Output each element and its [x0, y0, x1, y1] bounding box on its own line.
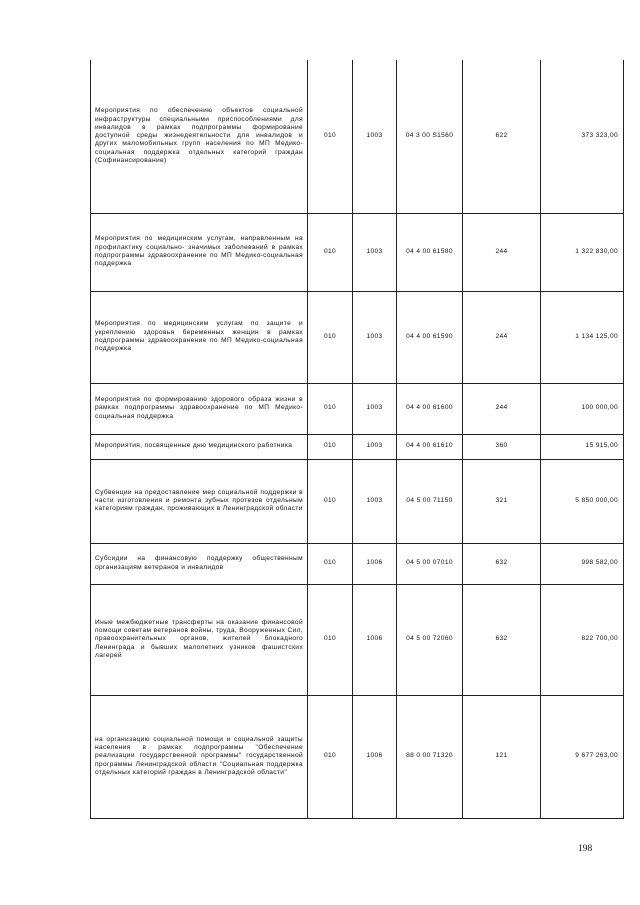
- row-grbs-code: 010: [308, 60, 353, 213]
- row-description: Мероприятия по медицинским услугам, направленным на профилактику социально- значимых заболеваний в рамках подпрограммы здравоохранение по МП Медико-социальная поддержка: [91, 213, 308, 291]
- row-amount: 1 322 830,00: [541, 213, 624, 291]
- row-grbs-code: 010: [308, 213, 353, 291]
- row-expense-type: 244: [463, 213, 541, 291]
- row-section-code: 1003: [353, 60, 397, 213]
- table-row: [91, 383, 624, 434]
- row-amount: 998 582,00: [541, 543, 624, 584]
- row-grbs-code: 010: [308, 459, 353, 543]
- row-description: на организацию социальной помощи и социальной защиты населения в рамках подпрограммы "Обеспечение реализации государственной программы" государственной программы Ленинградской области "Социальная поддержка отдельных категорий граждан в Ленинградской области": [91, 695, 308, 818]
- row-target-code: 04 5 00 71150: [397, 459, 463, 543]
- table-row: [91, 291, 624, 383]
- row-description: Иные межбюджетные трансферты на оказание финансовой помощи советам ветеранов войны, труда, Вооруженных Сил, правоохранительных органов, жителей блокадного Ленинграда и бывших малолетних узников фашистских лагерей: [91, 584, 308, 695]
- row-description: Субсидии на финансовую поддержку общественным организациям ветеранов и инвалидов: [91, 543, 308, 584]
- row-target-code: 88 0 00 71320: [397, 695, 463, 818]
- row-section-code: 1003: [353, 291, 397, 383]
- table-row: [91, 60, 624, 213]
- row-description: Мероприятия, посвященные дню медицинского работника: [91, 434, 308, 459]
- row-amount: 5 850 000,00: [541, 459, 624, 543]
- table-row: [91, 543, 624, 584]
- row-grbs-code: 010: [308, 434, 353, 459]
- row-section-code: 1003: [353, 434, 397, 459]
- row-expense-type: 244: [463, 291, 541, 383]
- row-target-code: 04 5 00 72060: [397, 584, 463, 695]
- row-expense-type: 622: [463, 60, 541, 213]
- row-grbs-code: 010: [308, 695, 353, 818]
- table-row: [91, 584, 624, 695]
- row-expense-type: 121: [463, 695, 541, 818]
- row-expense-type: 321: [463, 459, 541, 543]
- row-description: Мероприятия по обеспечению объектов социальной инфраструктуры специальными приспособлениями для инвалидов в рамках подпрограммы формирование доступной среды жизнедеятельности для инвалидов и других маломобильных групп населения по МП Медико-социальная поддержка отдельных категорий граждан (Софинансирование): [91, 60, 308, 213]
- row-section-code: 1006: [353, 543, 397, 584]
- row-expense-type: 632: [463, 584, 541, 695]
- budget-table: [90, 60, 624, 819]
- row-description: Мероприятия по медицинским услугам по защите и укреплению здоровья беременных женщин в рамках подпрограммы здравоохранение по МП Медико-социальная поддержка: [91, 291, 308, 383]
- row-expense-type: 360: [463, 434, 541, 459]
- row-target-code: 04 5 00 07010: [397, 543, 463, 584]
- row-amount: 100 000,00: [541, 383, 624, 434]
- row-section-code: 1003: [353, 459, 397, 543]
- row-description: Субвенции на предоставление мер социальной поддержки в части изготовления и ремонта зубных протезов отдельным категориям граждан, проживающих в Ленинградской области: [91, 459, 308, 543]
- row-target-code: 04 3 00 S1560: [397, 60, 463, 213]
- row-amount: 373 323,00: [541, 60, 624, 213]
- row-target-code: 04 4 00 61610: [397, 434, 463, 459]
- row-amount: 822 700,00: [541, 584, 624, 695]
- row-target-code: 04 4 00 61580: [397, 213, 463, 291]
- row-amount: 9 677 263,00: [541, 695, 624, 818]
- row-section-code: 1006: [353, 695, 397, 818]
- row-target-code: 04 4 00 61600: [397, 383, 463, 434]
- row-expense-type: 244: [463, 383, 541, 434]
- row-section-code: 1006: [353, 584, 397, 695]
- table-row: [91, 434, 624, 459]
- row-grbs-code: 010: [308, 543, 353, 584]
- row-amount: 15 915,00: [541, 434, 624, 459]
- page-number: 198: [578, 844, 593, 854]
- table-row: [91, 459, 624, 543]
- row-description: Мероприятия по формированию здорового образа жизни в рамках подпрограммы здравоохранение по МП Медико-социальная поддержка: [91, 383, 308, 434]
- row-grbs-code: 010: [308, 383, 353, 434]
- row-target-code: 04 4 00 61590: [397, 291, 463, 383]
- row-grbs-code: 010: [308, 291, 353, 383]
- row-grbs-code: 010: [308, 584, 353, 695]
- row-expense-type: 632: [463, 543, 541, 584]
- row-amount: 1 134 125,00: [541, 291, 624, 383]
- table-row: [91, 695, 624, 818]
- row-section-code: 1003: [353, 383, 397, 434]
- row-section-code: 1003: [353, 213, 397, 291]
- table-row: [91, 213, 624, 291]
